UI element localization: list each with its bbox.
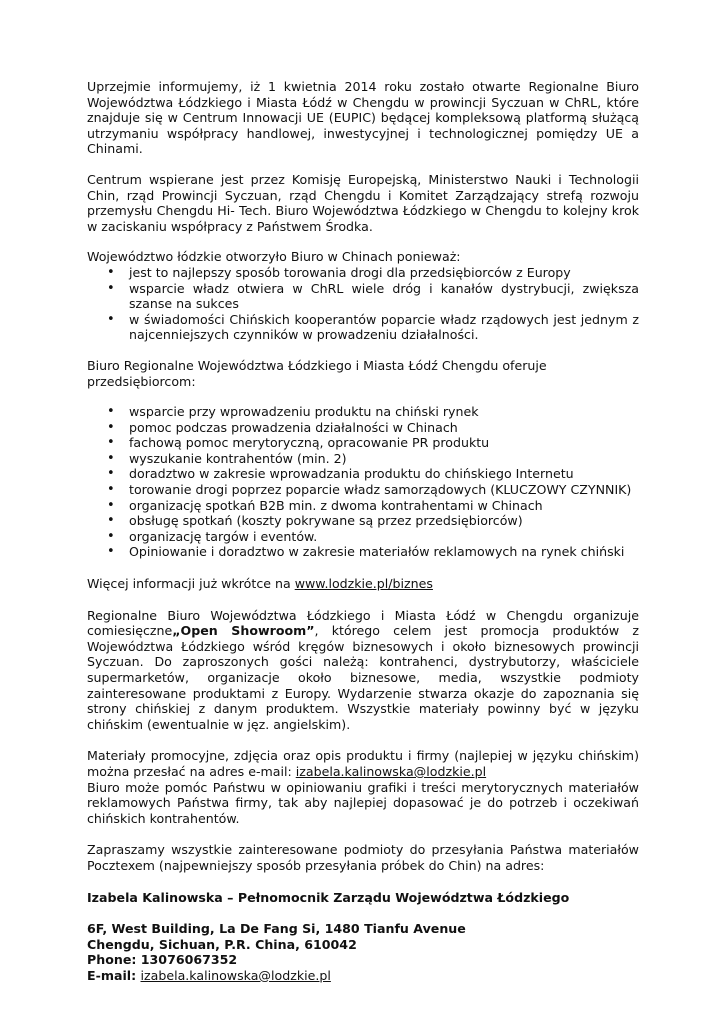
- contact-email-link[interactable]: izabela.kalinowska@lodzkie.pl: [140, 967, 331, 983]
- list-item: • wsparcie władz otwiera w ChRL wiele dróg i kanałów dystrybucji, zwiększa szanse na sukces: [87, 281, 639, 312]
- list-item: • organizację spotkań B2B min. z dwoma kontrahentami w Chinach: [87, 498, 639, 514]
- list-item: • fachową pomoc merytoryczną, opracowanie PR produktu: [87, 435, 639, 451]
- more-info-text: Więcej informacji już wkrótce na: [87, 576, 295, 592]
- showroom-text-b: , którego celem jest promocja produktów z Województwa Łódzkiego wśród kręgów biznesowych i około biznesowych prowincji Syczuan. Do zaproszonych gości należą: kontrahenci, dystrybutorzy, właściciele supermarketów, organizacje około biznesowe, media, wszystkie podmioty zainteresowane produktami z Europy. Wydarzenie stwarza okazje do zapoznania się strony chińskiej z danym produktem. Wszystkie materiały powinny być w języku chińskim (ewentualnie w jęz. angielskim).: [87, 623, 639, 732]
- contact-email-label: E-mail:: [87, 967, 141, 983]
- contact-name-line: Izabela Kalinowska – Pełnomocnik Zarządu Województwa Łódzkiego: [87, 889, 570, 905]
- showroom-paragraph: [87, 608, 639, 733]
- list-item: • jest to najlepszy sposób torowania drogi dla przedsiębiorców z Europy: [87, 265, 639, 281]
- invitation-paragraph: Zapraszamy wszystkie zainteresowane podmioty do przesyłania Państwa materiałów Pocztexem (najpewniejszy sposób przesyłania próbek do Chin) na adres:: [87, 842, 639, 873]
- list-item: • Opiniowanie i doradztwo w zakresie materiałów reklamowych na rynek chiński: [87, 544, 639, 560]
- more-info-line: [87, 576, 639, 592]
- offers-list: [87, 404, 639, 560]
- materials-text: Materiały promocyjne, zdjęcia oraz opis produktu i firmy (najlepiej w języku chińskim) można przesłać na adres e-mail:: [87, 748, 639, 779]
- reasons-list: [87, 265, 639, 343]
- open-showroom-name: „Open Showroom”: [172, 623, 315, 639]
- list-item: • torowanie drogi poprzez poparcie władz samorządowych (KLUCZOWY CZYNNIK): [87, 482, 639, 498]
- list-item: • w świadomości Chińskich kooperantów poparcie władz rządowych jest jednym z najcenniejszych czynników w prowadzeniu działalności.: [87, 312, 639, 343]
- document-body: [87, 79, 639, 984]
- email-link[interactable]: izabela.kalinowska@lodzkie.pl: [295, 763, 487, 779]
- materials-paragraph: [87, 748, 639, 779]
- offers-intro: Biuro Regionalne Województwa Łódzkiego i Miasta Łódź Chengdu oferuje przedsiębiorcom:: [87, 357, 547, 389]
- list-item: • doradztwo w zakresie wprowadzania produktu do chińskiego Internetu: [87, 466, 639, 482]
- contact-email-line: [87, 968, 639, 984]
- graphics-help-paragraph: Biuro może pomóc Państwu w opiniowaniu grafiki i treści merytorycznych materiałów reklamowych Państwa firmy, tak aby najlepiej dopasować je do potrzeb i oczekiwań chińskich kontrahentów.: [87, 779, 639, 826]
- list-item: • obsługę spotkań (koszty pokrywane są przez przedsiębiorców): [87, 513, 639, 529]
- center-support-paragraph: Centrum wspierane jest przez Komisję Europejską, Ministerstwo Nauki i Technologii Chin, rząd Prowincji Syczuan, rząd Chengdu i Komitet Zarządzający strefą rozwoju przemysłu Chengdu Hi- Tech. Biuro Województwa Łódzkiego w Chengdu to kolejny krok w zaciskaniu współpracy z Państwem Środka.: [87, 171, 639, 234]
- contact-phone: Phone: 13076067352: [87, 952, 238, 968]
- showroom-text-a: Regionalne Biuro Województwa Łódzkiego i Miasta Łódź w Chengdu organizuje comiesięczne: [87, 607, 639, 639]
- contact-address-line-2: Chengdu, Sichuan, P.R. China, 610042: [87, 936, 357, 952]
- list-item: • pomoc podczas prowadzenia działalności w Chinach: [87, 420, 639, 436]
- list-item: • wsparcie przy wprowadzeniu produktu na chiński rynek: [87, 404, 639, 420]
- reasons-intro: Województwo łódzkie otworzyło Biuro w Chinach ponieważ:: [87, 249, 461, 265]
- list-item: • wyszukanie kontrahentów (min. 2): [87, 451, 639, 467]
- list-item: • organizację targów i eventów.: [87, 529, 639, 545]
- website-link[interactable]: www.lodzkie.pl/biznes: [294, 576, 433, 592]
- intro-paragraph: Uprzejmie informujemy, iż 1 kwietnia 2014 roku zostało otwarte Regionalne Biuro Województwa Łódzkiego i Miasta Łódź w Chengdu w prowincji Syczuan w ChRL, które znajduje się w Centrum Innowacji UE (EUPIC) będącej kompleksową platformą służącą utrzymaniu współpracy handlowej, inwestycyjnej i technologicznej pomiędzy UE a Chinami.: [87, 79, 639, 157]
- contact-address-line-1: 6F, West Building, La De Fang Si, 1480 Tianfu Avenue: [87, 921, 466, 937]
